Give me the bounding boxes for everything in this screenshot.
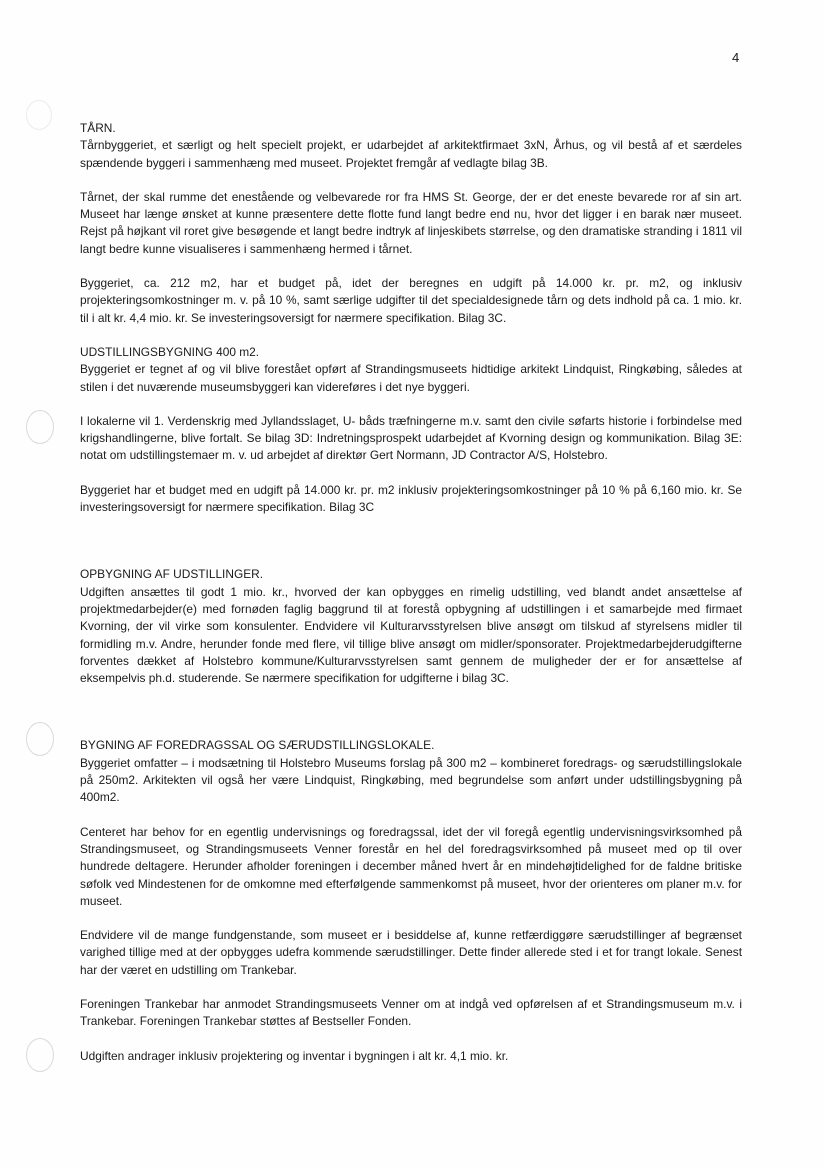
paragraph: Tårnet, der skal rumme det enestående og velbevarede ror fra HMS St. George, der er det eneste bevarede ror af sin art. Museet har længe ønsket at kunne præsentere dette flotte fund langt bedre end nu, hvor det ligger i en barak nær museet. Rejst på højkant vil roret give besøgende et langt bedre indtryk af linjeskibets størrelse, og den dramatiske stranding i 1811 vil langt bedre kunne visualiseres i sammenhæng hermed i tårnet. — [80, 189, 742, 256]
punch-hole-mark — [26, 410, 54, 444]
section-heading: TÅRN. — [80, 121, 116, 135]
paragraph: Endvidere vil de mange fundgenstande, som museet er i besiddelse af, kunne retfærdiggøre særudstillinger af begrænset varighed tillige med at der opbygges udefra kommende særudstillinger. Dette finder allerede sted i et for trangt lokale. Senest har der været en udstilling om Trankebar. — [80, 928, 742, 977]
section-heading: BYGNING AF FOREDRAGSSAL OG SÆRUDSTILLINGSLOKALE. — [80, 738, 435, 753]
paragraph: Byggeriet, ca. 212 m2, har et budget på, idet der beregnes en udgift på 14.000 kr. pr. m2, og inklusiv projekteringsomkostninger m. v. på 10 %, samt særlige udgifter til det specialdesignede tårn og dets indhold på ca. 1 mio. kr. til i alt kr. 4,4 mio. kr. Se investeringsoversigt for nærmere specifikation. Bilag 3C. — [80, 276, 742, 325]
document-body — [80, 120, 742, 1082]
paragraph: Udgiften andrager inklusiv projektering og inventar i bygningen i alt kr. 4,1 mio. kr. — [80, 1048, 509, 1063]
paragraph: Byggeriet er tegnet af og vil blive forestået opført af Strandingsmuseets hidtidige arkitekt Lindquist, Ringkøbing, således at stilen i det nuværende museumsbyggeri kan videreføres i det nye byggeri. — [80, 362, 742, 394]
section-exhibitions — [80, 566, 742, 687]
paragraph: I lokalerne vil 1. Verdenskrig med Jyllandsslaget, U- båds træfningerne m.v. samt den civile søfarts historie i forbindelse med krigshandlingerne, blive fortalt. Se bilag 3D: Indretningsprospekt udarbejdet af Kvorning design og kommunikation. Bilag 3E: notat om udstillingstemaer m. v. ud arbejdet af direktør Gert Normann, JD Contractor A/S, Holstebro. — [80, 413, 742, 463]
section-heading: UDSTILLINGSBYGNING 400 m2. — [80, 344, 260, 359]
punch-hole-mark — [26, 100, 52, 130]
section-exhibition-building — [80, 344, 742, 516]
section-lecture-hall — [80, 737, 742, 1064]
paragraph: Byggeriet har et budget med en udgift på 14.000 kr. pr. m2 inklusiv projekteringsomkostninger på 10 % på 6,160 mio. kr. Se investeringsoversigt for nærmere specifikation. Bilag 3C — [80, 482, 742, 515]
paragraph: Centeret har behov for en egentlig undervisnings og foredragssal, idet der vil foregå egentlig undervisningsvirksomhed på Strandingsmuseet, og Strandingsmuseets Venner forestår en hel del foredragsvirksomhed på museet med op til over hundrede deltagere. Herunder afholder foreningen i december måned hvert år en mindehøjtidelighed for de faldne britiske søfolk ved Mindestenen for de omkomne med efterfølgende sammenkomst på museet, hvor der orienteres om planer m.v. for museet. — [80, 824, 742, 908]
punch-hole-mark — [26, 722, 54, 756]
section-heading: OPBYGNING AF UDSTILLINGER. — [80, 567, 264, 582]
section-tower — [80, 120, 742, 327]
paragraph: Byggeriet omfatter – i modsætning til Holstebro Museums forslag på 300 m2 – kombineret foredrags- og særudstillingslokale på 250m2. Arkitekten vil også her være Lindquist, Ringkøbing, med begrundelse som anført under udstillingsbygning på 400m2. — [80, 755, 742, 805]
paragraph: Udgiften ansættes til godt 1 mio. kr., hvorved der kan opbygges en rimelig udstilling, ved blandt andet ansættelse af projektmedarbejder(e) med fornøden faglig baggrund til at forestå opbygning af udstillingen i et samarbejde med firmaet Kvorning, der vil virke som konsulenter. Endvidere vil Kulturarvsstyrelsen blive ansøgt om tilskud af styrelsens midler til formidling m.v. Andre, herunder fonde med flere, vil tillige blive ansøgt om midler/sponsorater. Projektmedarbejderudgifterne forventes dækket af Holstebro kommune/Kulturarvsstyrelsen samt gennem de muligheder der er for ansættelse af eksempelvis ph.d. studerende. Se nærmere specifikation for udgifterne i bilag 3C. — [80, 584, 742, 686]
paragraph: Tårnbyggeriet, et særligt og helt specielt projekt, er udarbejdet af arkitektfirmaet 3xN, Århus, og vil bestå af et særdeles spændende byggeri i sammenhæng med museet. Projektet fremgår af vedlagte bilag 3B. — [80, 138, 742, 170]
paragraph: Foreningen Trankebar har anmodet Strandingsmuseets Venner om at indgå ved opførelsen af et Strandingsmuseum m.v. i Trankebar. Foreningen Trankebar støttes af Bestseller Fonden. — [80, 996, 742, 1029]
punch-hole-mark — [26, 1038, 54, 1072]
page-number: 4 — [732, 50, 740, 65]
